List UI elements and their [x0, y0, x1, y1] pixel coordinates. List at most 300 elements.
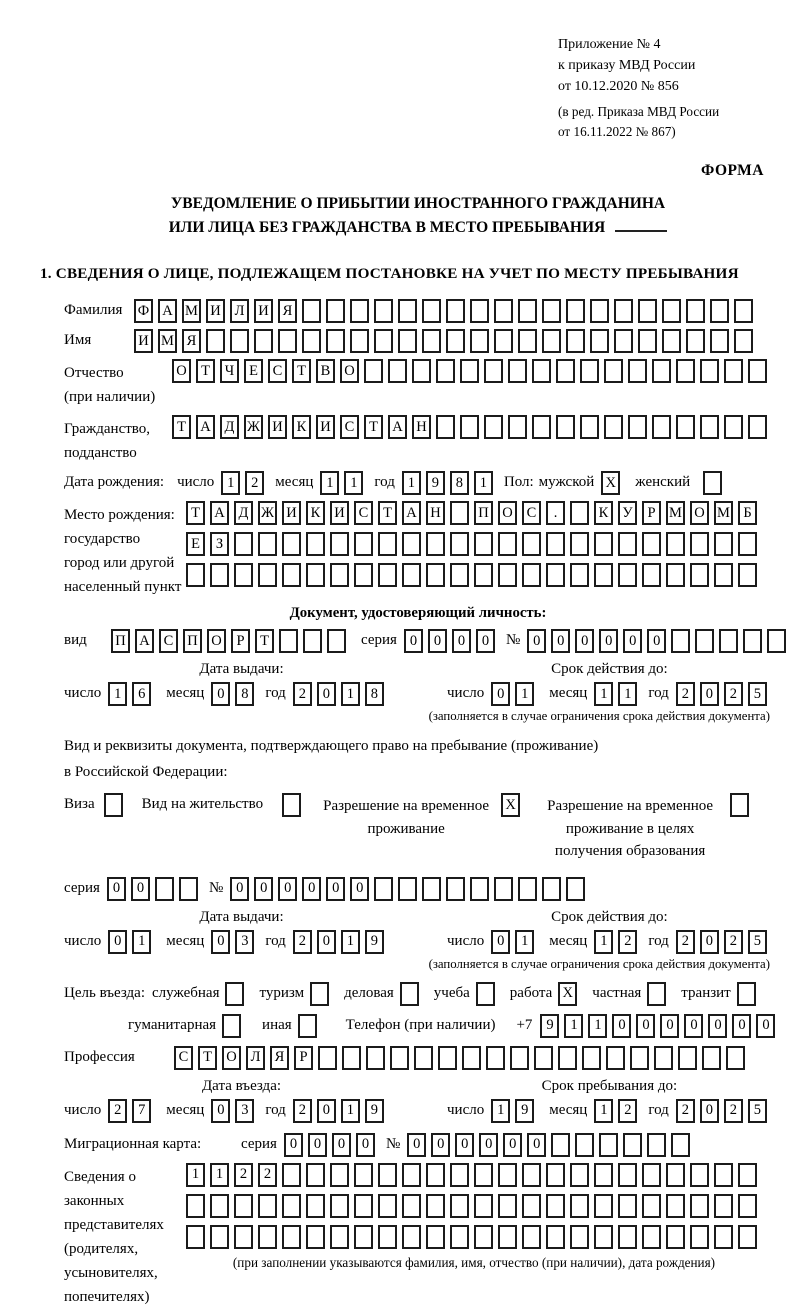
doc-issue-day-cells[interactable]	[108, 682, 156, 706]
char-cell[interactable]	[604, 415, 623, 439]
char-cell[interactable]	[690, 1194, 709, 1218]
char-cell[interactable]: И	[134, 329, 153, 353]
char-cell[interactable]	[556, 415, 575, 439]
doc-issue-year-cells[interactable]	[293, 682, 389, 706]
char-cell[interactable]	[179, 877, 198, 901]
entry-month-cells[interactable]	[211, 1099, 259, 1123]
char-cell[interactable]	[652, 359, 671, 383]
char-cell[interactable]: 2	[618, 930, 637, 954]
char-cell[interactable]	[738, 1163, 757, 1187]
birth-month-cells[interactable]	[320, 471, 368, 495]
char-cell[interactable]	[378, 563, 397, 587]
char-cell[interactable]	[570, 1163, 589, 1187]
char-cell[interactable]	[306, 532, 325, 556]
char-cell[interactable]: 2	[676, 930, 695, 954]
char-cell[interactable]: 1	[515, 930, 534, 954]
char-cell[interactable]: 0	[684, 1014, 703, 1038]
char-cell[interactable]	[426, 1225, 445, 1249]
char-cell[interactable]: Д	[220, 415, 239, 439]
char-cell[interactable]: А	[196, 415, 215, 439]
char-cell[interactable]: Е	[244, 359, 263, 383]
char-cell[interactable]	[326, 299, 345, 323]
char-cell[interactable]: Я	[270, 1046, 289, 1070]
char-cell[interactable]	[378, 1163, 397, 1187]
char-cell[interactable]	[642, 563, 661, 587]
char-cell[interactable]	[155, 877, 174, 901]
char-cell[interactable]: 3	[235, 930, 254, 954]
char-cell[interactable]	[570, 563, 589, 587]
char-cell[interactable]: 7	[132, 1099, 151, 1123]
profession-cells[interactable]	[174, 1046, 750, 1070]
char-cell[interactable]: 9	[540, 1014, 559, 1038]
char-cell[interactable]	[710, 329, 729, 353]
char-cell[interactable]	[690, 532, 709, 556]
char-cell[interactable]	[748, 415, 767, 439]
entry-day-cells[interactable]	[108, 1099, 156, 1123]
char-cell[interactable]	[354, 1194, 373, 1218]
char-cell[interactable]	[302, 329, 321, 353]
char-cell[interactable]: К	[306, 501, 325, 525]
doc-kind-cells[interactable]	[111, 629, 351, 653]
char-cell[interactable]	[374, 877, 393, 901]
char-cell[interactable]: .	[546, 501, 565, 525]
char-cell[interactable]	[630, 1046, 649, 1070]
citizenship-cells[interactable]	[172, 415, 772, 439]
char-cell[interactable]	[426, 1163, 445, 1187]
migration-number-cells[interactable]	[407, 1133, 695, 1157]
char-cell[interactable]: 1	[341, 682, 360, 706]
char-cell[interactable]: К	[292, 415, 311, 439]
char-cell[interactable]	[662, 299, 681, 323]
char-cell[interactable]	[282, 1194, 301, 1218]
char-cell[interactable]: С	[340, 415, 359, 439]
char-cell[interactable]	[282, 1225, 301, 1249]
char-cell[interactable]	[426, 532, 445, 556]
char-cell[interactable]	[412, 359, 431, 383]
char-cell[interactable]: 0	[636, 1014, 655, 1038]
char-cell[interactable]	[642, 1163, 661, 1187]
char-cell[interactable]	[678, 1046, 697, 1070]
representatives-cells-row-1[interactable]	[186, 1163, 762, 1187]
char-cell[interactable]	[614, 299, 633, 323]
purpose-private-checkbox[interactable]	[647, 982, 671, 1006]
char-cell[interactable]	[724, 359, 743, 383]
char-cell[interactable]	[666, 563, 685, 587]
char-cell[interactable]	[638, 329, 657, 353]
char-cell[interactable]: 1	[186, 1163, 205, 1187]
char-cell[interactable]	[748, 359, 767, 383]
char-cell[interactable]: Т	[172, 415, 191, 439]
doc-expiry-year-cells[interactable]	[676, 682, 772, 706]
char-cell[interactable]	[522, 532, 541, 556]
char-cell[interactable]	[714, 563, 733, 587]
migration-series-cells[interactable]	[284, 1133, 380, 1157]
char-cell[interactable]: 1	[618, 682, 637, 706]
char-cell[interactable]	[222, 1014, 241, 1038]
char-cell[interactable]: 1	[474, 471, 493, 495]
char-cell[interactable]	[700, 359, 719, 383]
char-cell[interactable]: 0	[455, 1133, 474, 1157]
temp-residence-checkbox[interactable]	[501, 793, 525, 817]
char-cell[interactable]: 2	[724, 1099, 743, 1123]
char-cell[interactable]: В	[316, 359, 335, 383]
char-cell[interactable]	[594, 1225, 613, 1249]
char-cell[interactable]	[494, 329, 513, 353]
char-cell[interactable]: 9	[365, 930, 384, 954]
char-cell[interactable]	[623, 1133, 642, 1157]
char-cell[interactable]: 0	[700, 682, 719, 706]
char-cell[interactable]: 0	[107, 877, 126, 901]
char-cell[interactable]	[402, 563, 421, 587]
char-cell[interactable]	[652, 415, 671, 439]
char-cell[interactable]	[186, 563, 205, 587]
char-cell[interactable]: 1	[402, 471, 421, 495]
char-cell[interactable]	[354, 1163, 373, 1187]
char-cell[interactable]: О	[340, 359, 359, 383]
char-cell[interactable]	[518, 299, 537, 323]
char-cell[interactable]: 0	[356, 1133, 375, 1157]
char-cell[interactable]: 2	[234, 1163, 253, 1187]
char-cell[interactable]	[690, 1163, 709, 1187]
char-cell[interactable]: 1	[515, 682, 534, 706]
birthplace-cells-row-1[interactable]	[186, 501, 762, 525]
char-cell[interactable]: 0	[407, 1133, 426, 1157]
char-cell[interactable]: 5	[748, 930, 767, 954]
char-cell[interactable]: X	[501, 793, 520, 817]
char-cell[interactable]	[582, 1046, 601, 1070]
char-cell[interactable]	[282, 1163, 301, 1187]
doc-issue-month-cells[interactable]	[211, 682, 259, 706]
char-cell[interactable]	[518, 877, 537, 901]
char-cell[interactable]: З	[210, 532, 229, 556]
char-cell[interactable]: Н	[426, 501, 445, 525]
purpose-tourism-checkbox[interactable]	[310, 982, 334, 1006]
char-cell[interactable]	[666, 1225, 685, 1249]
char-cell[interactable]: 0	[332, 1133, 351, 1157]
char-cell[interactable]	[498, 1163, 517, 1187]
char-cell[interactable]	[378, 1194, 397, 1218]
char-cell[interactable]: Т	[186, 501, 205, 525]
entry-year-cells[interactable]	[293, 1099, 389, 1123]
char-cell[interactable]: 9	[515, 1099, 534, 1123]
char-cell[interactable]: А	[158, 299, 177, 323]
char-cell[interactable]	[570, 1194, 589, 1218]
char-cell[interactable]	[676, 415, 695, 439]
surname-cells[interactable]	[134, 299, 758, 323]
char-cell[interactable]	[282, 793, 301, 817]
char-cell[interactable]: 2	[676, 1099, 695, 1123]
char-cell[interactable]	[282, 563, 301, 587]
char-cell[interactable]	[594, 1163, 613, 1187]
char-cell[interactable]	[510, 1046, 529, 1070]
char-cell[interactable]: 0	[317, 1099, 336, 1123]
char-cell[interactable]: У	[618, 501, 637, 525]
purpose-official-checkbox[interactable]	[225, 982, 249, 1006]
char-cell[interactable]	[590, 329, 609, 353]
char-cell[interactable]: 0	[254, 877, 273, 901]
char-cell[interactable]	[462, 1046, 481, 1070]
char-cell[interactable]	[671, 629, 690, 653]
char-cell[interactable]	[446, 877, 465, 901]
char-cell[interactable]	[671, 1133, 690, 1157]
char-cell[interactable]: И	[206, 299, 225, 323]
char-cell[interactable]	[210, 563, 229, 587]
char-cell[interactable]: 0	[428, 629, 447, 653]
temp-residence-education-checkbox[interactable]	[730, 793, 754, 817]
char-cell[interactable]	[638, 299, 657, 323]
char-cell[interactable]	[230, 329, 249, 353]
char-cell[interactable]: 0	[708, 1014, 727, 1038]
char-cell[interactable]: 1	[594, 1099, 613, 1123]
char-cell[interactable]	[258, 1194, 277, 1218]
char-cell[interactable]: 0	[108, 930, 127, 954]
char-cell[interactable]: 0	[491, 930, 510, 954]
char-cell[interactable]	[186, 1194, 205, 1218]
char-cell[interactable]: 5	[748, 1099, 767, 1123]
char-cell[interactable]	[714, 532, 733, 556]
char-cell[interactable]: Т	[198, 1046, 217, 1070]
residence-permit-checkbox[interactable]	[282, 793, 306, 817]
representatives-cells-row-2[interactable]	[186, 1194, 762, 1218]
char-cell[interactable]: 0	[302, 877, 321, 901]
char-cell[interactable]	[374, 329, 393, 353]
char-cell[interactable]	[542, 877, 561, 901]
char-cell[interactable]	[306, 1194, 325, 1218]
char-cell[interactable]: О	[690, 501, 709, 525]
char-cell[interactable]	[604, 359, 623, 383]
char-cell[interactable]	[618, 1225, 637, 1249]
char-cell[interactable]	[522, 1163, 541, 1187]
char-cell[interactable]	[558, 1046, 577, 1070]
char-cell[interactable]	[647, 982, 666, 1006]
char-cell[interactable]	[330, 532, 349, 556]
char-cell[interactable]: 0	[431, 1133, 450, 1157]
char-cell[interactable]	[450, 1163, 469, 1187]
char-cell[interactable]	[647, 1133, 666, 1157]
char-cell[interactable]	[738, 1225, 757, 1249]
char-cell[interactable]	[234, 1225, 253, 1249]
char-cell[interactable]	[330, 1163, 349, 1187]
char-cell[interactable]	[566, 299, 585, 323]
char-cell[interactable]	[327, 629, 346, 653]
char-cell[interactable]: И	[316, 415, 335, 439]
char-cell[interactable]: 5	[748, 682, 767, 706]
char-cell[interactable]	[402, 1194, 421, 1218]
char-cell[interactable]	[390, 1046, 409, 1070]
char-cell[interactable]	[258, 532, 277, 556]
char-cell[interactable]: 3	[235, 1099, 254, 1123]
char-cell[interactable]	[498, 1225, 517, 1249]
char-cell[interactable]	[225, 982, 244, 1006]
char-cell[interactable]	[714, 1163, 733, 1187]
char-cell[interactable]	[402, 1163, 421, 1187]
char-cell[interactable]: 8	[235, 682, 254, 706]
char-cell[interactable]	[426, 563, 445, 587]
char-cell[interactable]: 2	[293, 930, 312, 954]
char-cell[interactable]	[494, 299, 513, 323]
rvp-number-cells[interactable]	[230, 877, 590, 901]
char-cell[interactable]: Л	[230, 299, 249, 323]
char-cell[interactable]	[210, 1194, 229, 1218]
char-cell[interactable]	[702, 1046, 721, 1070]
char-cell[interactable]	[628, 415, 647, 439]
char-cell[interactable]: 1	[564, 1014, 583, 1038]
rvp-issue-day-cells[interactable]	[108, 930, 156, 954]
char-cell[interactable]	[542, 299, 561, 323]
char-cell[interactable]	[342, 1046, 361, 1070]
char-cell[interactable]: 1	[108, 682, 127, 706]
purpose-other-checkbox[interactable]	[298, 1014, 322, 1038]
char-cell[interactable]: 2	[245, 471, 264, 495]
char-cell[interactable]: П	[111, 629, 130, 653]
char-cell[interactable]	[306, 563, 325, 587]
char-cell[interactable]: Я	[278, 299, 297, 323]
char-cell[interactable]: П	[474, 501, 493, 525]
char-cell[interactable]	[594, 1194, 613, 1218]
char-cell[interactable]: Е	[186, 532, 205, 556]
char-cell[interactable]: 1	[594, 930, 613, 954]
char-cell[interactable]: 2	[724, 930, 743, 954]
char-cell[interactable]	[104, 793, 123, 817]
char-cell[interactable]: О	[222, 1046, 241, 1070]
char-cell[interactable]: 0	[230, 877, 249, 901]
stay-day-cells[interactable]	[491, 1099, 539, 1123]
doc-number-cells[interactable]	[527, 629, 791, 653]
char-cell[interactable]	[474, 563, 493, 587]
char-cell[interactable]	[438, 1046, 457, 1070]
char-cell[interactable]: 1	[320, 471, 339, 495]
char-cell[interactable]: 1	[132, 930, 151, 954]
char-cell[interactable]	[534, 1046, 553, 1070]
char-cell[interactable]	[258, 1225, 277, 1249]
char-cell[interactable]	[402, 1225, 421, 1249]
char-cell[interactable]	[542, 329, 561, 353]
char-cell[interactable]	[474, 1194, 493, 1218]
char-cell[interactable]: 2	[618, 1099, 637, 1123]
char-cell[interactable]	[738, 563, 757, 587]
char-cell[interactable]: 0	[527, 629, 546, 653]
char-cell[interactable]	[580, 359, 599, 383]
stay-month-cells[interactable]	[594, 1099, 642, 1123]
char-cell[interactable]: 9	[365, 1099, 384, 1123]
rvp-issue-month-cells[interactable]	[211, 930, 259, 954]
char-cell[interactable]	[354, 563, 373, 587]
char-cell[interactable]	[364, 359, 383, 383]
char-cell[interactable]	[446, 329, 465, 353]
char-cell[interactable]	[350, 329, 369, 353]
char-cell[interactable]	[398, 299, 417, 323]
doc-expiry-month-cells[interactable]	[594, 682, 642, 706]
rvp-series-cells[interactable]	[107, 877, 203, 901]
char-cell[interactable]: 9	[426, 471, 445, 495]
char-cell[interactable]	[494, 877, 513, 901]
char-cell[interactable]	[400, 982, 419, 1006]
male-checkbox[interactable]	[601, 471, 625, 495]
char-cell[interactable]	[282, 532, 301, 556]
char-cell[interactable]: С	[268, 359, 287, 383]
char-cell[interactable]	[422, 877, 441, 901]
char-cell[interactable]: С	[522, 501, 541, 525]
representatives-cells-row-3[interactable]	[186, 1225, 762, 1249]
char-cell[interactable]: О	[207, 629, 226, 653]
char-cell[interactable]: 1	[210, 1163, 229, 1187]
stay-year-cells[interactable]	[676, 1099, 772, 1123]
char-cell[interactable]: 6	[132, 682, 151, 706]
char-cell[interactable]	[398, 877, 417, 901]
char-cell[interactable]: 0	[479, 1133, 498, 1157]
visa-checkbox[interactable]	[104, 793, 128, 817]
char-cell[interactable]: Р	[231, 629, 250, 653]
char-cell[interactable]: Б	[738, 501, 757, 525]
char-cell[interactable]	[570, 1225, 589, 1249]
char-cell[interactable]: М	[158, 329, 177, 353]
char-cell[interactable]	[234, 563, 253, 587]
rvp-expiry-day-cells[interactable]	[491, 930, 539, 954]
char-cell[interactable]	[642, 1194, 661, 1218]
char-cell[interactable]: X	[601, 471, 620, 495]
char-cell[interactable]	[474, 1163, 493, 1187]
char-cell[interactable]	[719, 629, 738, 653]
char-cell[interactable]: 2	[108, 1099, 127, 1123]
char-cell[interactable]	[618, 1163, 637, 1187]
char-cell[interactable]	[306, 1225, 325, 1249]
char-cell[interactable]: 0	[131, 877, 150, 901]
char-cell[interactable]: 0	[575, 629, 594, 653]
char-cell[interactable]	[724, 415, 743, 439]
char-cell[interactable]: 1	[341, 1099, 360, 1123]
char-cell[interactable]	[737, 982, 756, 1006]
char-cell[interactable]	[522, 563, 541, 587]
char-cell[interactable]	[580, 415, 599, 439]
char-cell[interactable]	[450, 501, 469, 525]
char-cell[interactable]: 0	[278, 877, 297, 901]
char-cell[interactable]: 0	[612, 1014, 631, 1038]
char-cell[interactable]: 0	[660, 1014, 679, 1038]
char-cell[interactable]	[690, 1225, 709, 1249]
purpose-transit-checkbox[interactable]	[737, 982, 761, 1006]
char-cell[interactable]: 0	[211, 1099, 230, 1123]
char-cell[interactable]	[402, 532, 421, 556]
char-cell[interactable]	[618, 532, 637, 556]
firstname-cells[interactable]	[134, 329, 758, 353]
patronymic-cells[interactable]	[172, 359, 772, 383]
char-cell[interactable]	[642, 1225, 661, 1249]
char-cell[interactable]	[686, 299, 705, 323]
rvp-expiry-month-cells[interactable]	[594, 930, 642, 954]
char-cell[interactable]: 0	[551, 629, 570, 653]
char-cell[interactable]: Ч	[220, 359, 239, 383]
char-cell[interactable]	[378, 1225, 397, 1249]
char-cell[interactable]: 0	[599, 629, 618, 653]
char-cell[interactable]: 0	[350, 877, 369, 901]
char-cell[interactable]: Т	[364, 415, 383, 439]
char-cell[interactable]: О	[498, 501, 517, 525]
char-cell[interactable]	[388, 359, 407, 383]
female-checkbox[interactable]	[703, 471, 727, 495]
char-cell[interactable]: М	[182, 299, 201, 323]
char-cell[interactable]: 0	[491, 682, 510, 706]
char-cell[interactable]	[734, 329, 753, 353]
char-cell[interactable]: А	[135, 629, 154, 653]
char-cell[interactable]: О	[172, 359, 191, 383]
char-cell[interactable]	[618, 1194, 637, 1218]
char-cell[interactable]	[210, 1225, 229, 1249]
char-cell[interactable]	[422, 299, 441, 323]
char-cell[interactable]	[258, 563, 277, 587]
char-cell[interactable]	[254, 329, 273, 353]
char-cell[interactable]: Т	[255, 629, 274, 653]
char-cell[interactable]: 0	[452, 629, 471, 653]
